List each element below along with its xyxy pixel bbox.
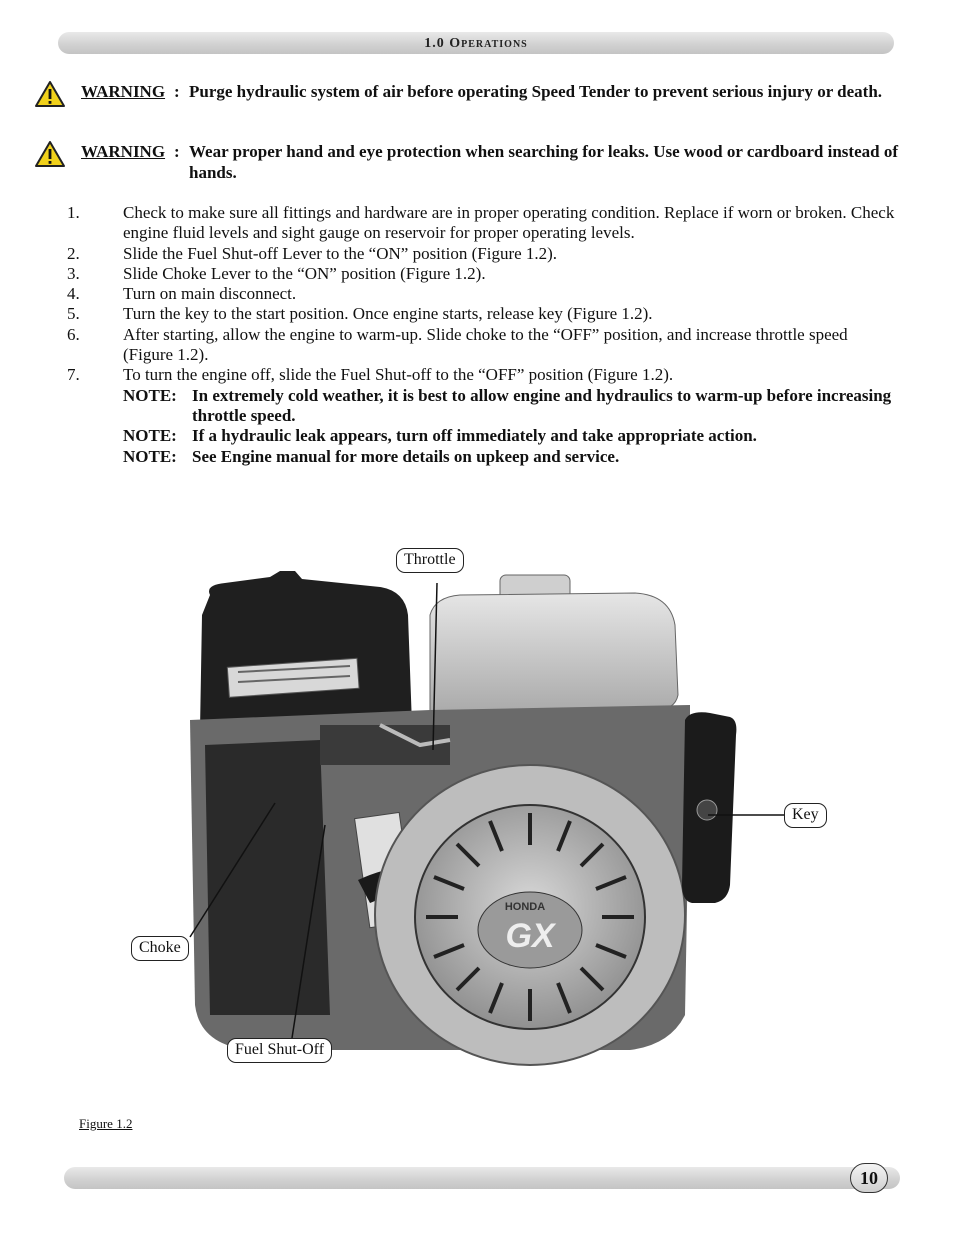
note-item — [67, 386, 897, 427]
step-text: Slide the Fuel Shut-off Lever to the “ON” position (Figure 1.2). — [123, 243, 558, 263]
step-number: 7. — [67, 365, 80, 385]
page-number: 10 — [850, 1163, 888, 1193]
step-text: Slide Choke Lever to the “ON” position (Figure 1.2). — [123, 263, 486, 283]
step-item — [67, 203, 897, 244]
step-text: Check to make sure all fittings and hardware are in proper operating condition. Replace if worn or broken. Check engine fluid levels and sight gauge on reservoir for proper operating levels. — [123, 203, 895, 243]
step-text: Turn on main disconnect. — [123, 284, 297, 304]
note-label: NOTE: — [123, 385, 177, 405]
note-text: See Engine manual for more details on upkeep and service. — [192, 446, 620, 466]
warning-colon: : — [174, 142, 180, 161]
engine-illustration — [130, 545, 830, 1075]
step-number: 2. — [67, 243, 80, 263]
step-text: To turn the engine off, slide the Fuel Shut-off to the “OFF” position (Figure 1.2). — [123, 365, 674, 385]
step-item — [67, 304, 897, 324]
choke-callout: Choke — [131, 936, 189, 961]
step-number: 3. — [67, 263, 80, 283]
step-number: 4. — [67, 284, 80, 304]
note-label: NOTE: — [123, 426, 177, 446]
step-item — [67, 284, 897, 304]
step-item — [67, 264, 897, 284]
step-text: Turn the key to the start position. Once engine starts, release key (Figure 1.2). — [123, 304, 653, 324]
warning-text: Purge hydraulic system of air before operating Speed Tender to prevent serious injury or death. — [189, 82, 883, 101]
warning-colon: : — [174, 82, 180, 101]
warning-triangle-icon — [34, 80, 66, 108]
step-item — [67, 365, 897, 385]
warning-label: WARNING — [81, 142, 166, 161]
warning-triangle-icon — [34, 140, 66, 168]
step-text: After starting, allow the engine to warm-up. Slide choke to the “OFF” position, and increase throttle speed (Figure 1.2). — [123, 324, 848, 365]
note-item — [67, 447, 897, 467]
step-number: 6. — [67, 324, 80, 344]
step-item — [67, 325, 897, 366]
key-callout: Key — [784, 803, 827, 828]
note-text: If a hydraulic leak appears, turn off immediately and take appropriate action. — [192, 426, 757, 446]
engine-brand-text: HONDA — [504, 901, 546, 913]
throttle-callout: Throttle — [396, 548, 464, 573]
warning-label: WARNING — [81, 82, 166, 101]
footer-bar — [64, 1167, 900, 1189]
operation-steps-list — [67, 203, 897, 467]
section-title: 1.0 Operations — [424, 36, 528, 51]
engine-figure — [130, 545, 830, 1075]
section-header-bar — [58, 32, 894, 54]
note-text: In extremely cold weather, it is best to allow engine and hydraulics to warm-up before increasing throttle speed. — [192, 385, 892, 425]
note-label: NOTE: — [123, 446, 177, 466]
step-number: 5. — [67, 304, 80, 324]
step-item — [67, 244, 897, 264]
figure-caption: Figure 1.2 — [79, 1116, 133, 1131]
warning-text: Wear proper hand and eye protection when searching for leaks. Use wood or cardboard instead of hands. — [189, 142, 898, 182]
engine-badge-text: GX — [505, 917, 555, 955]
note-item — [67, 426, 897, 446]
step-number: 1. — [67, 203, 80, 222]
fuel-shutoff-callout: Fuel Shut-Off — [227, 1038, 332, 1063]
